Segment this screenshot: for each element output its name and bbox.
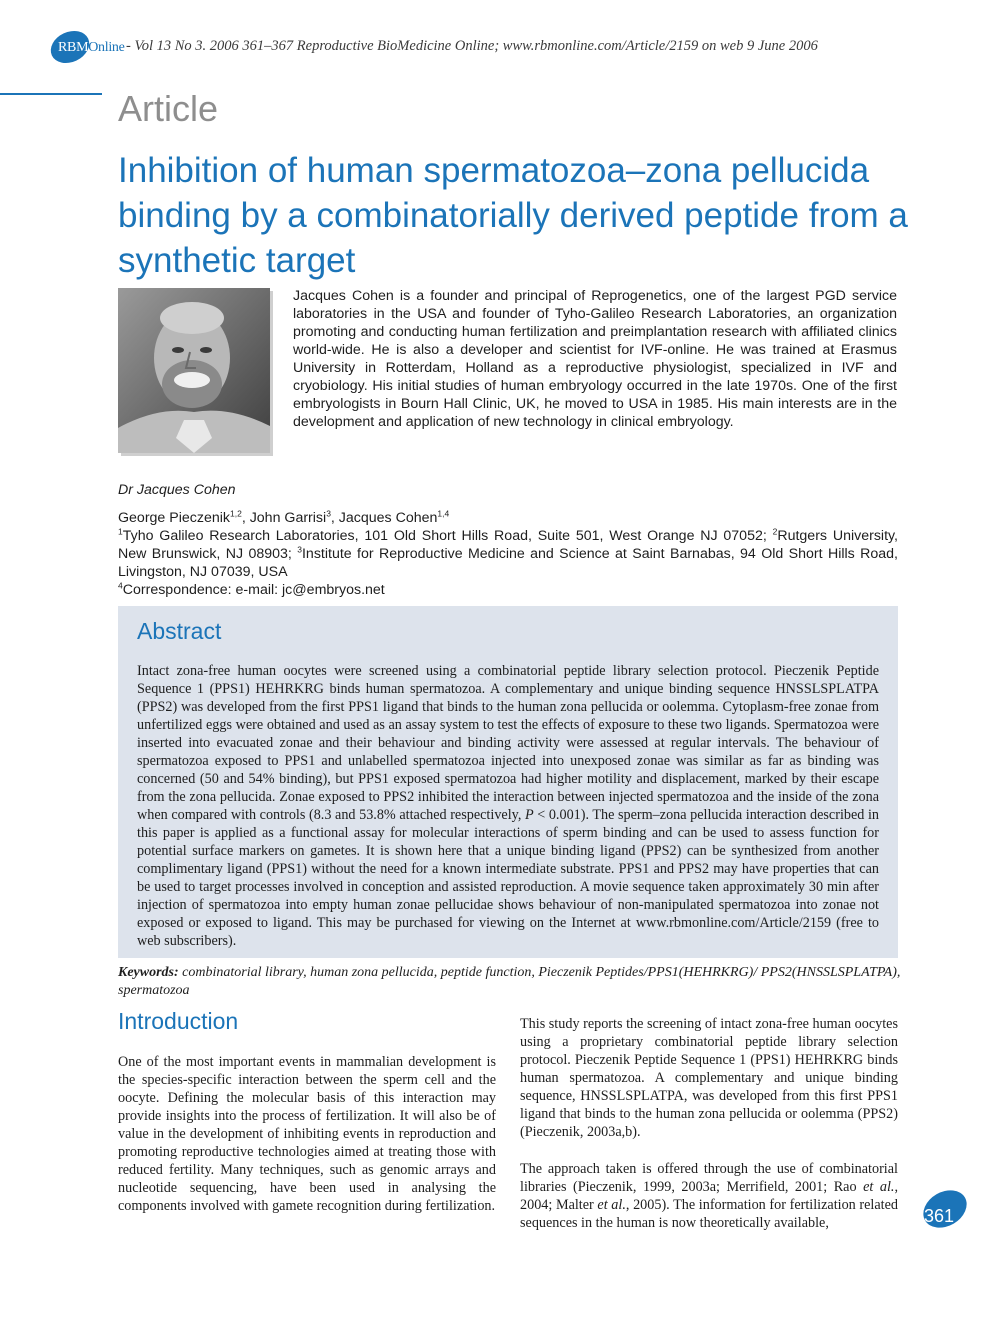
affiliation-sup: 2 — [772, 526, 778, 537]
citation-et-al: et al. — [597, 1197, 626, 1213]
affiliation: Institute for Reproductive Medicine and Science at Saint Barnabas, 94 Old Short Hills Road, Livingston, NJ 07039, USA — [118, 546, 898, 580]
citation-et-al: et al. — [863, 1179, 895, 1195]
author-block — [118, 509, 898, 599]
logo-rbm: RBM — [58, 40, 89, 55]
author-list — [118, 509, 898, 527]
paragraph-text: , 2005). The information for fertilization related sequences in the human is now theoretically available, — [520, 1197, 899, 1231]
author-name: , John Garrisi — [241, 510, 327, 526]
running-head: - Vol 13 No 3. 2006 361–367 Reproductive BioMedicine Online; www.rbmonline.com/Article/2159 on web 9 June 2006 — [126, 38, 818, 54]
logo-text — [58, 40, 125, 56]
paragraph-text: The approach taken is offered through the use of combinatorial libraries (Pieczenik, 1999, 2003a; Merrifield, 2001; Rao — [520, 1161, 898, 1195]
introduction-right-paragraph-2 — [520, 1160, 898, 1232]
photo-caption: Dr Jacques Cohen — [118, 482, 236, 498]
affiliation: Rutgers University, New Brunswick, NJ 08903; — [118, 528, 898, 562]
page-number: 361 — [924, 1206, 955, 1226]
introduction-left-paragraph: One of the most important events in mammalian development is the species-specific interaction between the sperm cell and the oocyte. Defining the molecular basis of this interaction may provide insights into the process of fertilization. It will also be of value in the development of inhibiting events in reproduction and promoting reproductive technologies aimed at treating those with reduced fertility. Many techniques, such as genomic arrays and nucleotide sequencing, have been used in analysing the components involved with gamete recognition during fertilization. — [118, 1054, 496, 1214]
article-title: Inhibition of human spermatozoa–zona pellucida binding by a combinatorially derived peptide from a synthetic target — [118, 151, 908, 280]
author-name: , Jacques Cohen — [330, 510, 438, 526]
author-portrait-image — [118, 288, 270, 453]
abstract-heading: Abstract — [137, 618, 222, 644]
correspondence-sup: 4 — [118, 580, 123, 591]
rbmonline-logo — [50, 30, 125, 64]
author-photo — [118, 288, 270, 453]
section-label: Article — [118, 88, 219, 129]
header-rule — [0, 93, 102, 95]
keywords-label: Keywords: — [118, 965, 179, 980]
affiliations — [118, 527, 898, 581]
affiliation-sup: 3 — [297, 544, 302, 555]
abstract-text — [137, 662, 879, 950]
author-sup: 1,4 — [437, 508, 450, 519]
correspondence-email: Correspondence: e-mail: jc@embryos.net — [122, 582, 385, 598]
keywords-text: combinatorial library, human zona pellucida, peptide function, Pieczenik Peptides/PPS1(HEHRKRG)/ PPS2(HNSSLSPLATPA), spermatozoa — [118, 965, 901, 998]
page-number-badge — [918, 1190, 972, 1230]
author-name: George Pieczenik — [118, 510, 230, 526]
logo-online: Online — [88, 40, 125, 55]
abstract-text-part: < 0.001). The sperm–zona pellucida interaction described in this paper is applied as a functional assay for molecular interactions of sperm binding and can be used to assess function for potential surface markers on gametes. It is shown here that a unique binding ligand (PPS2) can be synthesized from another complimentary ligand (PPS1) without the need for a known intermediate substrate. PPS1 and PPS2 may have properties that can be used to target processes involved in conception and assisted reproduction. A movie sequence taken approximately 30 min after injection of spermatozoa into empty human zonae pellucidae shows behaviour of non-manipulated spermatozoa into zonae not exposed or exposed to ligand. This may be purchased for viewing on the Internet at www.rbmonline.com/Article/2159 (free to web subscribers). — [137, 807, 879, 949]
introduction-right-paragraph-1: This study reports the screening of intact zona-free human oocytes using a proprietary combinatorial peptide library selection protocol. Pieczenik Peptide Sequence 1 (PPS1) HEHRKRG binds human spermatozoa. A complementary and unique binding sequence, HNSSLSPLATPA, was developed from this first PPS1 ligand that binds to the human zona pellucida or oolemma (PPS2) (Pieczenik, 2003a,b). — [520, 1016, 898, 1140]
paragraph-text: , 2004; Malter — [520, 1179, 898, 1213]
keywords — [118, 964, 908, 1000]
affiliation: Tyho Galileo Research Laboratories, 101 Old Short Hills Road, Suite 501, West Orange NJ 07052; — [122, 528, 773, 544]
correspondence — [118, 581, 898, 599]
abstract-text-part: Intact zona-free human oocytes were screened using a combinatorial peptide library selection protocol. Pieczenik Peptide Sequence 1 (PPS1) HEHRKRG binds human spermatozoa. A complementary and unique binding sequence HNSSLSPLATPA (PPS2) was developed from the first PPS1 ligand that binds to the human zona pellucida or oolemma. Cytoplasm-free zonae from unfertilized eggs were obtained and used as an assay system to test the effects of exposure to these two ligands. Spermatozoa were inserted into evacuated zonae and their behaviour and binding activity were assessed at regular intervals. The behaviour of spermatozoa exposed to PPS1 and unlabelled spermatozoa injected into unexposed zonae was similar as far as binding was concerned (50 and 54% binding), but PPS1 exposed spermatozoa had higher motility and displacement, marked by their escape from the zona pellucida. Zonae exposed to PPS2 inhibited the interaction between injected spermatozoa and the inside of the zona when compared with controls (8.3 and 53.8% attached respectively, — [137, 663, 879, 823]
author-bio: Jacques Cohen is a founder and principal of Reprogenetics, one of the largest PGD service laboratories in the USA and founder of Tyho-Galileo Research Laboratories, an organization promoting and conducting human fertilization and preimplantation research with affiliated clinics world-wide. He is also a developer and scientist for IVF-online. He was trained at Erasmus University in Rotterdam, Holland as a reproductive physiologist, specialized in IVF and cryobiology. His initial studies of human embryology occurred in the late 1970s. One of the first embryologists in Bourn Hall Clinic, UK, he moved to USA in 1985. His main interests are in the development and application of new technology in clinical embryology. — [293, 288, 897, 430]
affiliation-sup: 1 — [118, 526, 123, 537]
abstract-p-value-symbol: P — [524, 807, 534, 823]
author-sup: 3 — [326, 508, 331, 519]
author-sup: 1,2 — [229, 508, 242, 519]
introduction-heading: Introduction — [118, 1008, 239, 1034]
